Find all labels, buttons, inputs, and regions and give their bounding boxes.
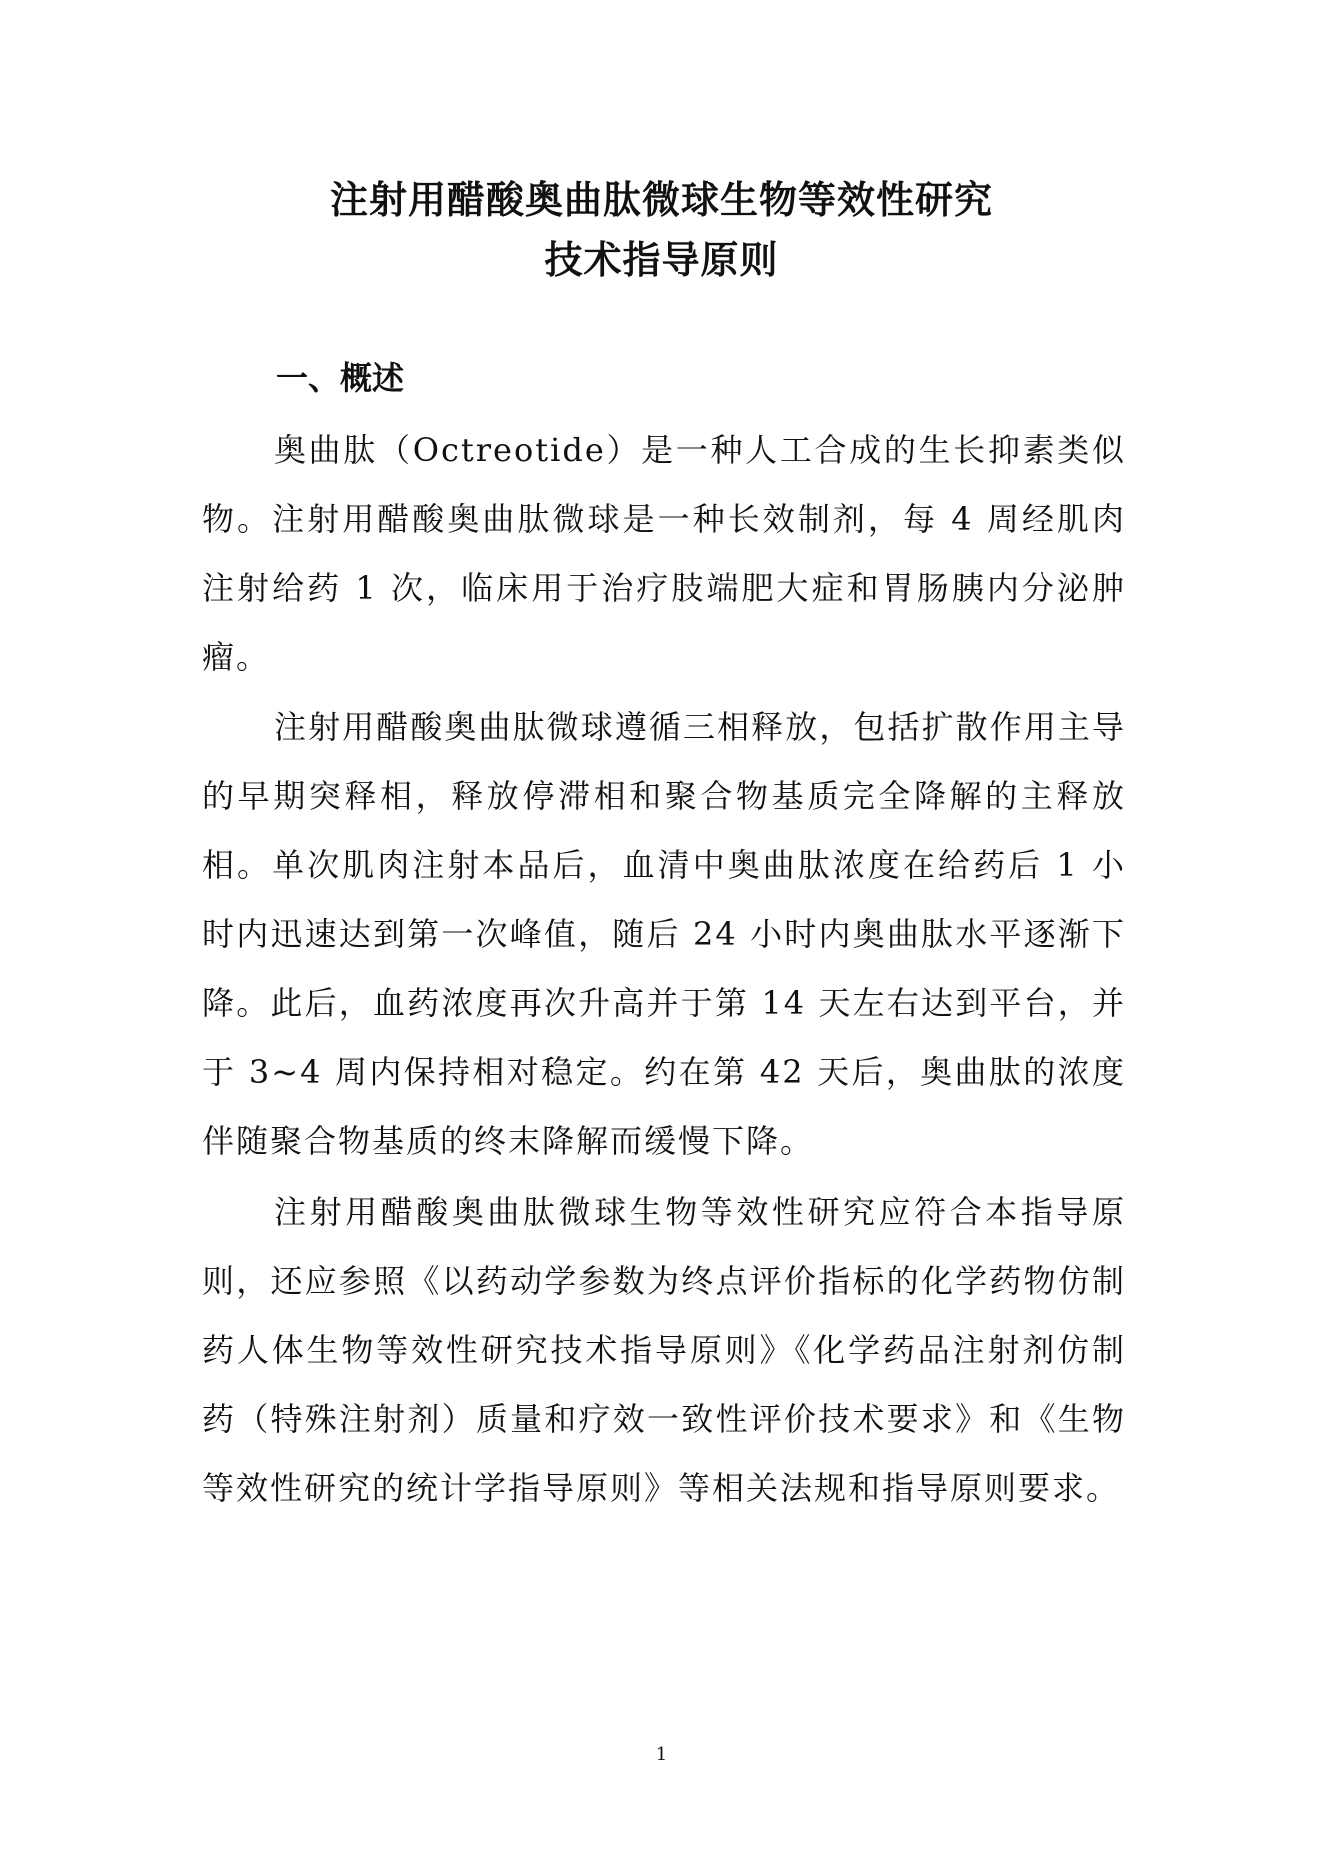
- paragraph-2: 注射用醋酸奥曲肽微球遵循三相释放，包括扩散作用主导的早期突释相，释放停滞相和聚合物基质完全降解的主释放相。单次肌肉注射本品后，血清中奥曲肽浓度在给药后 1 小时内迅速达到第一次峰值，随后 24 小时内奥曲肽水平逐渐下降。此后，血药浓度再次升高并于第 14 天左右达到平台，并于 3~4 周内保持相对稳定。约在第 42 天后，奥曲肽的浓度伴随聚合物基质的终末降解而缓慢下降。: [202, 708, 1126, 1160]
- document-title-line-1: 注射用醋酸奥曲肽微球生物等效性研究: [329, 177, 993, 222]
- paragraph-3: 注射用醋酸奥曲肽微球生物等效性研究应符合本指导原则，还应参照《以药动学参数为终点评价指标的化学药物仿制药人体生物等效性研究技术指导原则》《化学药品注射剂仿制药（特殊注射剂）质量和疗效一致性评价技术要求》和《生物等效性研究的统计学指导原则》等相关法规和指导原则要求。: [202, 1193, 1126, 1507]
- paragraph-1: 奥曲肽（Octreotide）是一种人工合成的生长抑素类似物。注射用醋酸奥曲肽微球是一种长效制剂，每 4 周经肌肉注射给药 1 次，临床用于治疗肢端肥大症和胃肠胰内分泌肿瘤。: [202, 431, 1126, 676]
- section-heading-overview: 一、概述: [276, 359, 405, 397]
- page-number: 1: [655, 1744, 668, 1765]
- document-title-line-2: 技术指导原则: [544, 237, 779, 282]
